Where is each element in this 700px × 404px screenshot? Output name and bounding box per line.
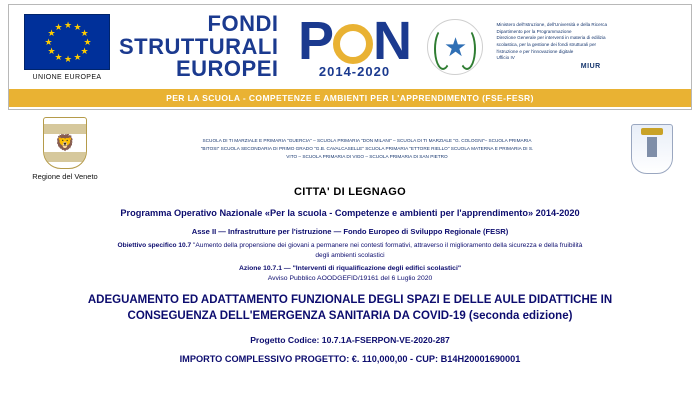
miur-line-2: Direzione Generale per interventi in materia di edilizia: [496, 35, 606, 41]
fondi-line-3: EUROPEI: [175, 56, 279, 82]
school-line-0: SCUOLA DI TI MARZIALE E PRIMARIA "GUERCIA" – SCUOLA PRIMARIA "DON MILANI" – SCUOLA DI TI MARZIALE "G. COLOGNI"– SCUOLA PRIMARIA: [202, 137, 532, 143]
project-title-line-2: CONSEGUENZA DELL'EMERGENZA SANITARIA DA COVID-19 (seconda edizione): [127, 309, 573, 322]
obiettivo-specifico-block: [34, 241, 666, 260]
eu-label: UNIONE EUROPEA: [32, 73, 102, 81]
european-union-block: [15, 14, 119, 81]
project-title: [34, 293, 666, 324]
document-body: [34, 186, 666, 364]
comune-legnago-block: [614, 124, 690, 174]
miur-acronym: MIUR: [580, 62, 601, 70]
fondi-line-2: STRUTTURALI: [119, 33, 279, 59]
miur-line-5: Ufficio IV: [496, 55, 515, 61]
obiettivo-text-2: degli ambienti scolastici: [315, 251, 385, 259]
school-line-2: VITO – SCUOLA PRIMARIA DI VIGO – SCUOLA PRIMARIA DI SAN PIETRO: [286, 154, 448, 160]
pon-header-banner: [8, 4, 692, 110]
pon-banner-top-row: [9, 5, 691, 89]
miur-line-0: Ministero dell'Istruzione, dell'Università e della Ricerca: [496, 21, 608, 27]
italian-republic-emblem-icon: ★: [427, 19, 483, 75]
pon-subtitle-strip: PER LA SCUOLA - COMPETENZE E AMBIENTI PER L'APPRENDIMENTO (FSE-FESR): [9, 89, 691, 107]
pon-letter-p: P: [297, 10, 333, 71]
miur-line-3: scolastica, per la gestione dei fondi strutturali per: [496, 41, 597, 47]
miur-line-1: Dipartimento per la Programmazione: [496, 28, 572, 34]
miur-line-4: l'istruzione e per l'innovazione digitale: [496, 48, 574, 54]
regione-veneto-block: [10, 117, 120, 181]
regione-veneto-label: Regione del Veneto: [32, 172, 98, 181]
pon-logo: [290, 10, 418, 79]
project-code: Progetto Codice: 10.7.1A-FSERPON-VE-2020-287: [250, 335, 450, 346]
fondi-strutturali-europei-wordmark: [119, 13, 288, 80]
asse-line: Asse II — Infrastrutture per l'istruzione — Fondo Europeo di Sviluppo Regionale (FESR): [191, 227, 509, 236]
project-title-line-1: ADEGUAMENTO ED ADATTAMENTO FUNZIONALE DEGLI SPAZI E DELLE AULE DIDATTICHE IN: [87, 294, 613, 307]
city-title: CITTA' DI LEGNAGO: [293, 186, 406, 198]
azione-line: Azione 10.7.1 — "Interventi di riqualificazione degli edifici scolastici": [238, 265, 462, 273]
obiettivo-text-1: "Aumento della propensione dei giovani a permanere nei contesti formativi, attraverso il miglioramento della sicurezza e della fruibilità: [193, 242, 583, 249]
school-identification-row: [10, 118, 690, 180]
school-list-text: [120, 137, 614, 162]
school-line-1: "BITOSI" SCUOLA SECONDARIA DI PRIMO GRADO "G.B. CAVALCASELLE" SCUOLA PRIMARIA "ETTORE RIELLO" SCUOLA MATERNA E PRIMARIA DI S.: [200, 145, 534, 151]
republic-emblem-block: [418, 19, 492, 75]
fondi-line-1: FONDI: [207, 11, 279, 37]
pon-ring-icon: [333, 24, 373, 64]
obiettivo-label: Obiettivo specifico 10.7: [117, 242, 192, 249]
avviso-pubblico-line: Avviso Pubblico AOODGEFID/19161 del 6 Luglio 2020: [267, 275, 433, 283]
eu-flag-icon: ★ ★ ★ ★ ★ ★ ★ ★ ★ ★ ★ ★: [24, 14, 110, 70]
project-amount: IMPORTO COMPLESSIVO PROGETTO: €. 110,000,00 - CUP: B14H20001690001: [179, 354, 521, 365]
miur-text-block: [492, 22, 685, 72]
programme-title: Programma Operativo Nazionale «Per la scuola - Competenze e ambienti per l'apprendimento» 2014-2020: [120, 208, 580, 218]
comune-crest-icon: [631, 124, 673, 174]
veneto-lion-crest-icon: 🦁: [43, 117, 87, 169]
document-page: [0, 4, 700, 404]
pon-years: 2014-2020: [318, 63, 391, 79]
pon-letter-n: N: [373, 10, 411, 71]
